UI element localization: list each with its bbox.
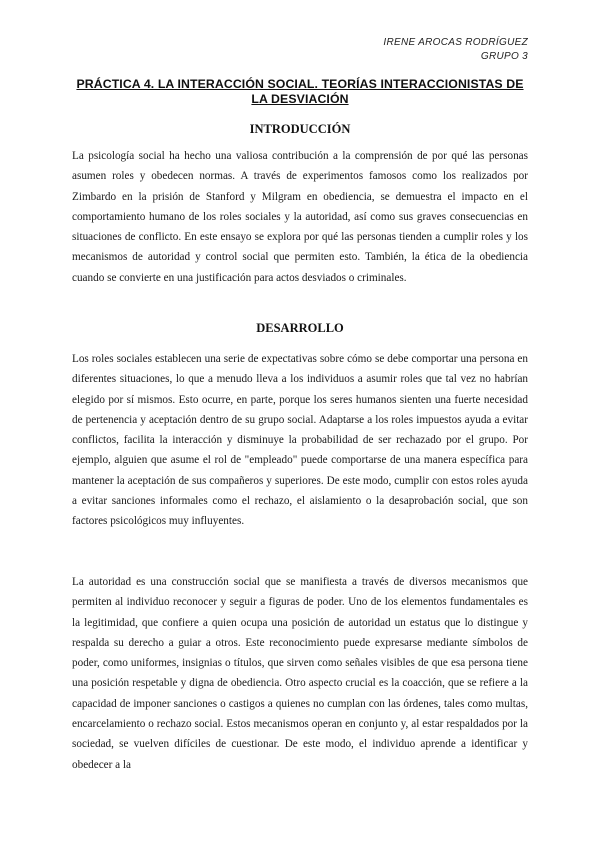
development-paragraph-1: Los roles sociales establecen una serie de expectativas sobre cómo se debe comportar una persona en diferentes situaciones, lo que a menudo lleva a los individuos a asumir roles que tal vez no habrían elegido por sí mismos. Esto ocurre, en parte, porque los seres humanos sienten una fuerte necesidad de pertenencia y aceptación dentro de su grupo social. Adaptarse a los roles impuestos ayuda a evitar conflictos, facilita la interacción y disminuye la probabilidad de ser rechazado por el grupo. Por ejemplo, alguien que asume el rol de "empleado" puede comportarse de una manera específica para mantener la aceptación de sus compañeros y superiores. De este modo, cumplir con estos roles ayuda a evitar sanciones informales como el rechazo, el aislamiento o la desaprobación social, que son factores psicológicos muy influyentes. <box>72 353 528 528</box>
intro-paragraph: La psicología social ha hecho una valiosa contribución a la comprensión de por qué las personas asumen roles y obedecen normas. A través de experimentos famosos como los realizados por Zimbardo en la prisión de Stanford y Milgram en obediencia, se demuestra el impacto en el comportamiento humano de los roles sociales y la autoridad, así como sus graves consecuencias en situaciones de conflicto. En este ensayo se explora por qué las personas tienden a cumplir roles y los mecanismos de autoridad y control social que permiten esto. También, la ética de la obediencia cuando se convierte en una justificación para actos desviados o criminales. <box>72 150 528 284</box>
development-paragraph-2: La autoridad es una construcción social que se manifiesta a través de diversos mecanismos que permiten al individuo reconocer y seguir a figuras de poder. Uno de los elementos fundamentales es la legitimidad, que confiere a quien ocupa una posición de autoridad un estatus que lo distingue y respalda su derecho a guiar a otros. Este reconocimiento puede expresarse mediante símbolos de poder, como uniformes, insignias o títulos, que sirven como señales visibles de que esa persona tiene una posición respetable y digna de obediencia. Otro aspecto crucial es la coacción, que se refiere a la capacidad de imponer sanciones o castigos a quienes no cumplan con las órdenes, tales como multas, encarcelamiento o rechazo social. Estos mecanismos operan en conjunto y, al estar respaldados por la sociedad, se vuelven difíciles de cuestionar. De este modo, el individuo aprende a identificar y obedecer a la <box>72 576 528 771</box>
development-heading: DESARROLLO <box>256 321 344 335</box>
document-title: PRÁCTICA 4. LA INTERACCIÓN SOCIAL. TEORÍAS INTERACCIONISTAS DE LA DESVIACIÓN <box>76 77 524 106</box>
intro-heading: INTRODUCCIÓN <box>249 122 351 136</box>
group-label: GRUPO 3 <box>480 51 528 62</box>
page-header <box>383 36 528 64</box>
author-name: IRENE AROCAS RODRÍGUEZ <box>383 37 528 48</box>
